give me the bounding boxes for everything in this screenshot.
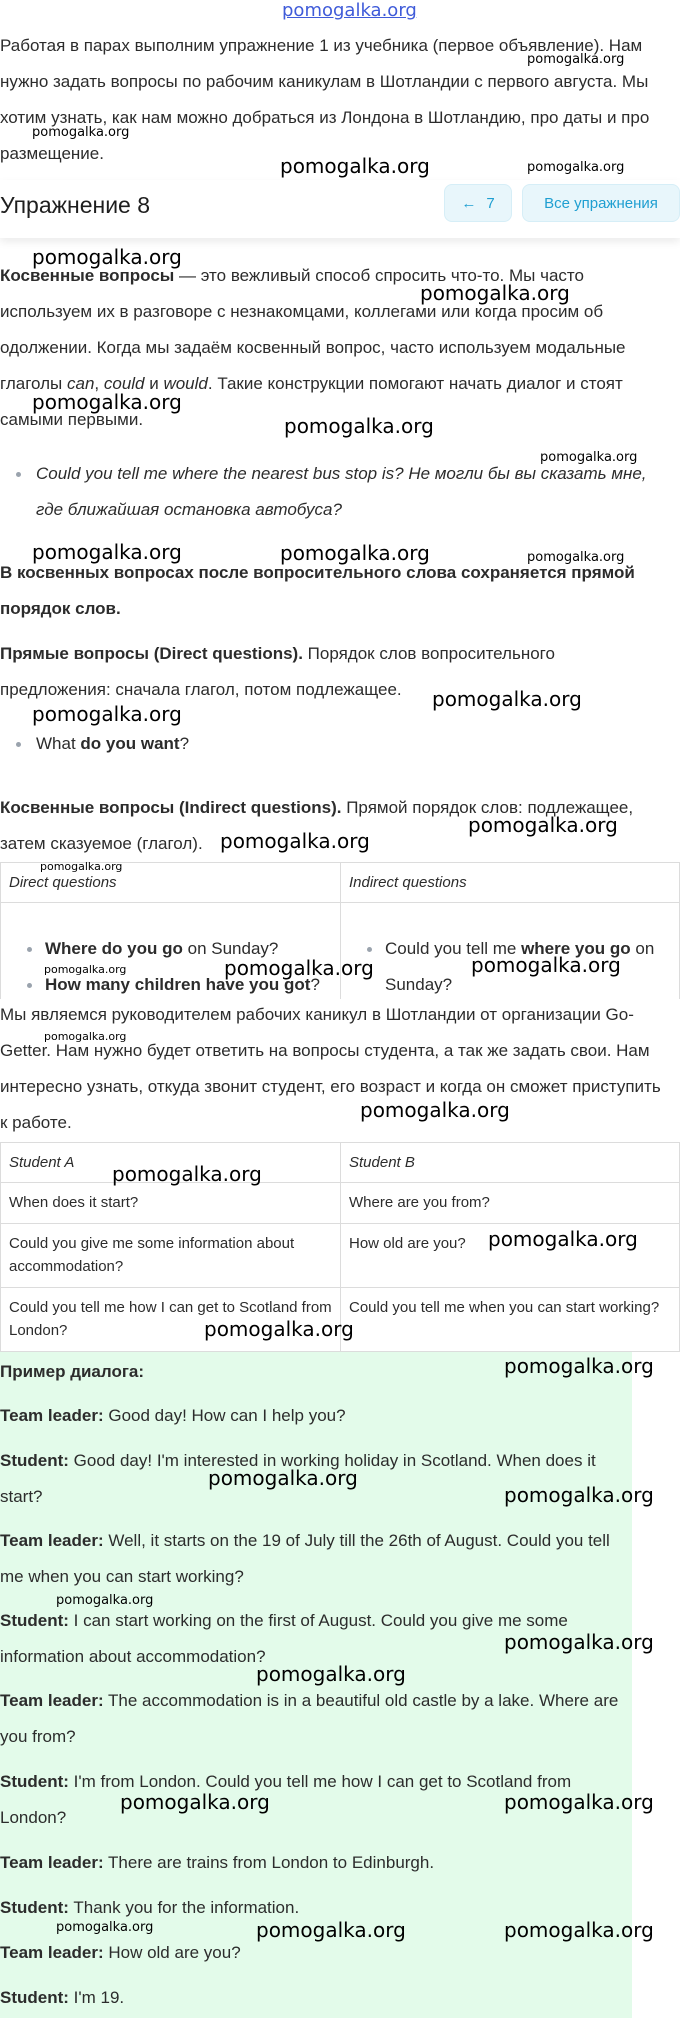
watermark: pomogalka.org	[208, 1466, 358, 1490]
table-cell: How old are you?	[341, 1224, 680, 1288]
watermark: pomogalka.org	[527, 550, 625, 565]
watermark: pomogalka.org	[471, 953, 621, 977]
exercise-title: Упражнение 8	[0, 192, 151, 218]
watermark: pomogalka.org	[32, 245, 182, 269]
watermark: pomogalka.org	[280, 541, 430, 565]
indirect-questions-text: Прямой порядок слов: подлежащее, затем сказуемое (глагол).	[0, 798, 634, 853]
list-item: How many children have you got?	[9, 967, 332, 999]
indirect-questions-term: Косвенные вопросы (Indirect questions).	[0, 798, 342, 817]
watermark: pomogalka.org	[32, 540, 182, 564]
site-logo[interactable]: pomogalka.org	[282, 0, 417, 21]
watermark: pomogalka.org	[284, 414, 434, 438]
direct-example-b: do you want	[80, 734, 180, 753]
dialog-line: Student: Good day! I'm interested in working holiday in Scotland. When does it start?	[0, 1451, 596, 1506]
watermark: pomogalka.org	[420, 281, 570, 305]
theory-sep-2: и	[144, 374, 164, 393]
dialog-line: Student: Thank you for the information.	[0, 1898, 300, 1917]
modal-could: could	[103, 374, 145, 393]
watermark: pomogalka.org	[112, 1162, 262, 1186]
all-exercises-button[interactable]: Все упражнения	[522, 184, 680, 222]
theory-sep-1: ,	[94, 374, 104, 393]
direct-example-c: ?	[179, 734, 190, 753]
modal-would: would	[163, 374, 208, 393]
watermark: pomogalka.org	[204, 1317, 354, 1341]
dialog-line: Student: I'm 19.	[0, 1988, 125, 2007]
modal-can: can	[66, 374, 95, 393]
dialog-line: Student: I can start working on the first of August. Could you give me some information about accommodation?	[0, 1611, 568, 1666]
table-cell: When does it start?	[1, 1183, 341, 1224]
table-cell: Could you tell me how I can get to Scotland from London?	[1, 1288, 341, 1352]
dialog-line: Team leader: Well, it starts on the 19 of July till the 26th of August. Could you tell me when you can start working?	[0, 1531, 610, 1586]
table-header: Direct questions	[1, 863, 341, 903]
table-row	[1, 1183, 680, 1224]
table-cell: Where are you from?	[341, 1183, 680, 1224]
watermark: pomogalka.org	[44, 1030, 127, 1043]
watermark: pomogalka.org	[504, 1354, 654, 1378]
theory-text-b: . Такие конструкции помогают начать диалог и стоят самыми первыми.	[0, 374, 623, 429]
dialog-line: Student: I'm from London. Could you tell me how I can get to Scotland from London?	[0, 1772, 572, 1827]
example-list	[0, 456, 660, 528]
direct-example-a: What	[36, 734, 81, 753]
watermark: pomogalka.org	[224, 956, 374, 980]
dialog-line: Team leader: There are trains from London to Edinburgh.	[0, 1853, 435, 1872]
watermark: pomogalka.org	[540, 450, 638, 465]
watermark: pomogalka.org	[504, 1790, 654, 1814]
table-cell	[1, 903, 341, 1000]
theory-text-a: — это вежливый способ спросить что-то. Мы часто используем их в разговоре с незнакомцами, коллегами или когда просим об одолжении. Когда мы задаём косвенный вопрос, часто используем модальные глаголы	[0, 266, 626, 393]
watermark: pomogalka.org	[256, 1662, 406, 1686]
watermark: pomogalka.org	[220, 829, 370, 853]
table-header: Student B	[341, 1143, 680, 1183]
watermark: pomogalka.org	[256, 1918, 406, 1942]
dialog-title: Пример диалога:	[0, 1362, 145, 1381]
watermark: pomogalka.org	[32, 702, 182, 726]
list-item: Could you tell me where the nearest bus stop is? Не могли бы вы сказать мне, где ближайшая остановка автобуса?	[0, 456, 660, 528]
task-paragraph: Мы являемся руководителем рабочих каникул в Шотландии от организации Go-Getter. Нам нужно будет ответить на вопросы студента, а так же задать свои. Нам интересно узнать, откуда звонит студент, его возраст и когда он сможет приступить к работе.	[0, 1005, 661, 1132]
dialog-line: Team leader: The accommodation is in a beautiful old castle by a lake. Where are you from?	[0, 1691, 619, 1746]
watermark: pomogalka.org	[32, 125, 130, 140]
previous-exercise-button[interactable]	[444, 184, 512, 222]
table-header: Indirect questions	[341, 863, 680, 903]
watermark: pomogalka.org	[56, 1920, 154, 1935]
rule-text: В косвенных вопросах после вопросительного слова сохраняется прямой порядок слов.	[0, 563, 635, 618]
direct-example-list	[0, 726, 189, 762]
table-cell: Could you give me some information about accommodation?	[1, 1224, 341, 1288]
previous-exercise-label: 7	[486, 194, 495, 212]
intro-paragraph: Работая в парах выполним упражнение 1 из учебника (первое объявление). Нам нужно задать вопросы по рабочим каникулам в Шотландии с первого августа. Мы хотим узнать, как нам можно добраться из Лондона в Шотландию, про даты и про размещение.	[0, 36, 650, 163]
watermark: pomogalka.org	[468, 813, 618, 837]
exercise-header	[0, 180, 680, 238]
direct-questions-text: Порядок слов вопросительного предложения: сначала глагол, потом подлежащее.	[0, 644, 555, 699]
theory-term: Косвенные вопросы	[0, 266, 175, 285]
watermark: pomogalka.org	[56, 1593, 154, 1608]
watermark: pomogalka.org	[360, 1098, 510, 1122]
watermark: pomogalka.org	[527, 52, 625, 67]
watermark: pomogalka.org	[44, 963, 127, 976]
list-item: Could you tell me where you go on Sunday?	[349, 931, 671, 999]
list-item: Where do you go on Sunday?	[9, 931, 332, 967]
watermark: pomogalka.org	[504, 1483, 654, 1507]
watermark: pomogalka.org	[504, 1630, 654, 1654]
watermark: pomogalka.org	[432, 687, 582, 711]
direct-questions-term: Прямые вопросы (Direct questions).	[0, 644, 303, 663]
watermark: pomogalka.org	[280, 154, 430, 178]
table-cell: Could you tell me when you can start working?	[341, 1288, 680, 1352]
watermark: pomogalka.org	[120, 1790, 270, 1814]
watermark: pomogalka.org	[40, 860, 123, 873]
dialog-line: Team leader: How old are you?	[0, 1943, 241, 1962]
arrow-left-icon: ←	[461, 194, 477, 212]
watermark: pomogalka.org	[488, 1227, 638, 1251]
list-item	[0, 726, 189, 762]
table-header: Student A	[1, 1143, 341, 1183]
watermark: pomogalka.org	[504, 1918, 654, 1942]
watermark: pomogalka.org	[32, 390, 182, 414]
dialog-line: Team leader: Good day! How can I help you?	[0, 1406, 346, 1425]
watermark: pomogalka.org	[527, 160, 625, 175]
table-cell	[341, 903, 680, 1000]
